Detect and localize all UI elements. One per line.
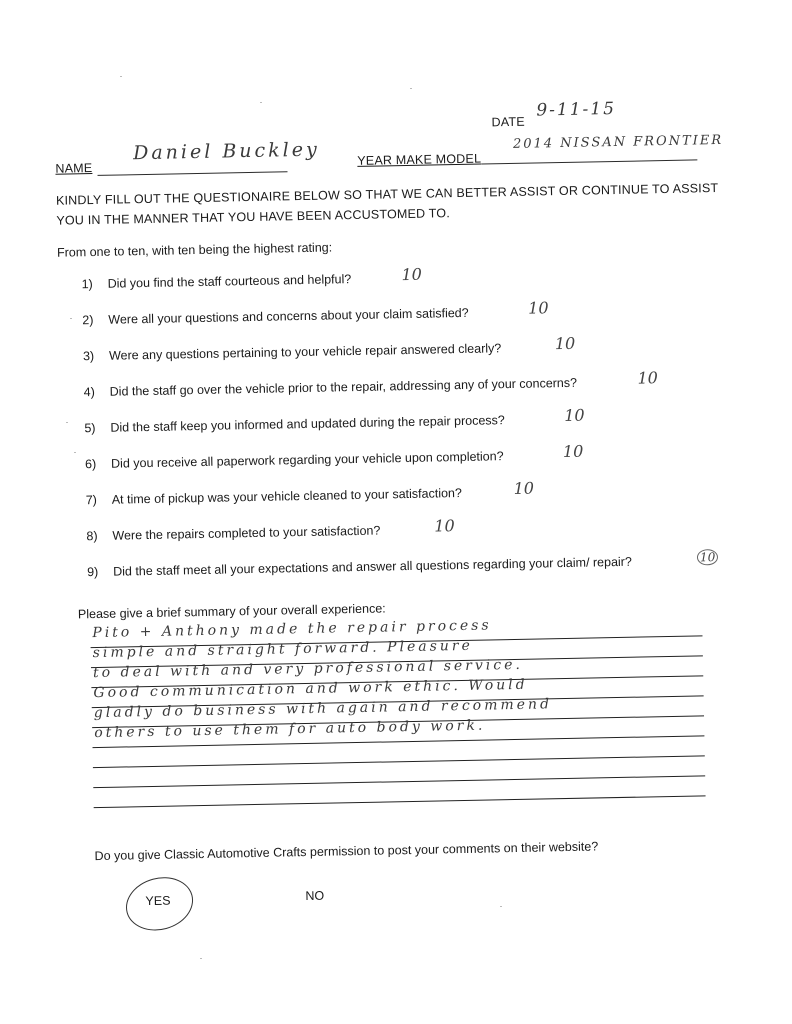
question-text: At time of pickup was your vehicle cleaned to your satisfaction? xyxy=(111,485,463,507)
rating-answer-5[interactable]: 10 xyxy=(564,405,585,425)
question-number: 4) xyxy=(83,385,95,400)
summary-line-4[interactable]: Good communication and work ethic. Would xyxy=(93,676,528,702)
question-6 xyxy=(85,449,504,471)
question-number: 8) xyxy=(86,528,98,544)
rating-answer-4[interactable]: 10 xyxy=(637,368,659,388)
question-number: 3) xyxy=(82,349,95,364)
question-number: 2) xyxy=(82,313,94,328)
rating-answer-2[interactable]: 10 xyxy=(527,298,549,318)
scan-speck xyxy=(70,318,72,319)
question-number: 6) xyxy=(84,456,97,472)
rating-answer-3[interactable]: 10 xyxy=(554,333,576,354)
summary-line-3[interactable]: to deal with and very professional service. xyxy=(92,656,524,682)
question-8 xyxy=(86,524,380,544)
scan-speck xyxy=(66,422,68,423)
question-text: Were the repairs completed to your satisfaction? xyxy=(112,523,381,543)
no-option[interactable]: NO xyxy=(305,888,325,904)
question-3 xyxy=(83,341,502,363)
question-text: Did the staff go over the vehicle prior to the repair, addressing any of your concerns? xyxy=(109,375,578,399)
ymm-rule xyxy=(481,159,697,164)
rating-answer-7[interactable]: 10 xyxy=(513,478,535,498)
scan-speck xyxy=(200,958,202,959)
summary-line-2[interactable]: simple and straight forward. Pleasure xyxy=(92,637,473,662)
intro-line-2: YOU IN THE MANNER THAT YOU HAVE BEEN ACCUSTOMED TO. xyxy=(56,206,451,228)
rating-answer-6[interactable]: 10 xyxy=(562,441,584,462)
rating-answer-9[interactable]: 10 xyxy=(697,549,719,565)
question-text: Did the staff keep you informed and updated during the repair process? xyxy=(110,413,505,435)
question-text: Were all your questions and concerns about your claim satisfied? xyxy=(108,305,469,327)
question-7 xyxy=(86,486,462,507)
question-text: Were any questions pertaining to your vehicle repair answered clearly? xyxy=(108,341,502,363)
rating-answer-1[interactable]: 10 xyxy=(401,264,423,285)
question-text: Did the staff meet all your expectations and answer all questions regarding your claim/ repair? xyxy=(113,554,632,579)
question-5 xyxy=(84,413,505,435)
question-number: 9) xyxy=(87,564,99,580)
summary-rule xyxy=(93,775,705,788)
permission-question: Do you give Classic Automotive Crafts permission to post your comments on their website? xyxy=(94,839,599,864)
date-value[interactable]: 9-11-15 xyxy=(536,98,617,121)
question-text: Did you receive all paperwork regarding your vehicle upon completion? xyxy=(110,449,504,471)
question-number: 7) xyxy=(85,492,98,508)
name-value[interactable]: Daniel Buckley xyxy=(132,138,320,165)
question-9 xyxy=(87,555,632,579)
question-number: 1) xyxy=(81,277,93,292)
year-make-model-label: YEAR MAKE MODEL xyxy=(357,151,482,168)
question-number: 5) xyxy=(84,420,96,436)
scan-speck xyxy=(410,88,412,89)
form-sheet xyxy=(40,82,752,909)
yes-option[interactable]: YES xyxy=(145,893,171,909)
rating-prompt: From one to ten, with ten being the highest rating: xyxy=(56,240,333,260)
summary-prompt: Please give a brief summary of your overall experience: xyxy=(77,601,386,622)
question-4 xyxy=(84,376,578,399)
scan-speck xyxy=(500,906,502,907)
date-label: DATE xyxy=(491,114,525,130)
summary-rule xyxy=(93,755,705,768)
name-label: NAME xyxy=(55,161,93,176)
scan-speck xyxy=(74,452,76,453)
question-1 xyxy=(81,272,351,291)
date-rule xyxy=(533,121,623,124)
question-text: Did you find the staff courteous and helpful? xyxy=(107,272,352,291)
scan-speck xyxy=(120,76,122,77)
summary-line-1[interactable]: Pito + Anthony made the repair process xyxy=(92,617,492,642)
summary-rule xyxy=(94,795,706,808)
intro-line-1: KINDLY FILL OUT THE QUESTIONAIRE BELOW SO THAT WE CAN BETTER ASSIST OR CONTINUE TO ASSIST xyxy=(55,180,719,208)
summary-line-5[interactable]: gladly do business with again and recommend xyxy=(93,696,553,722)
scan-speck xyxy=(260,102,262,103)
name-rule xyxy=(98,171,288,176)
rating-answer-8[interactable]: 10 xyxy=(434,516,455,536)
question-2 xyxy=(82,306,469,327)
year-make-model-value[interactable]: 2014 NISSAN FRONTIER xyxy=(512,132,724,152)
summary-line-6[interactable]: others to use them for auto body work. xyxy=(94,717,486,742)
